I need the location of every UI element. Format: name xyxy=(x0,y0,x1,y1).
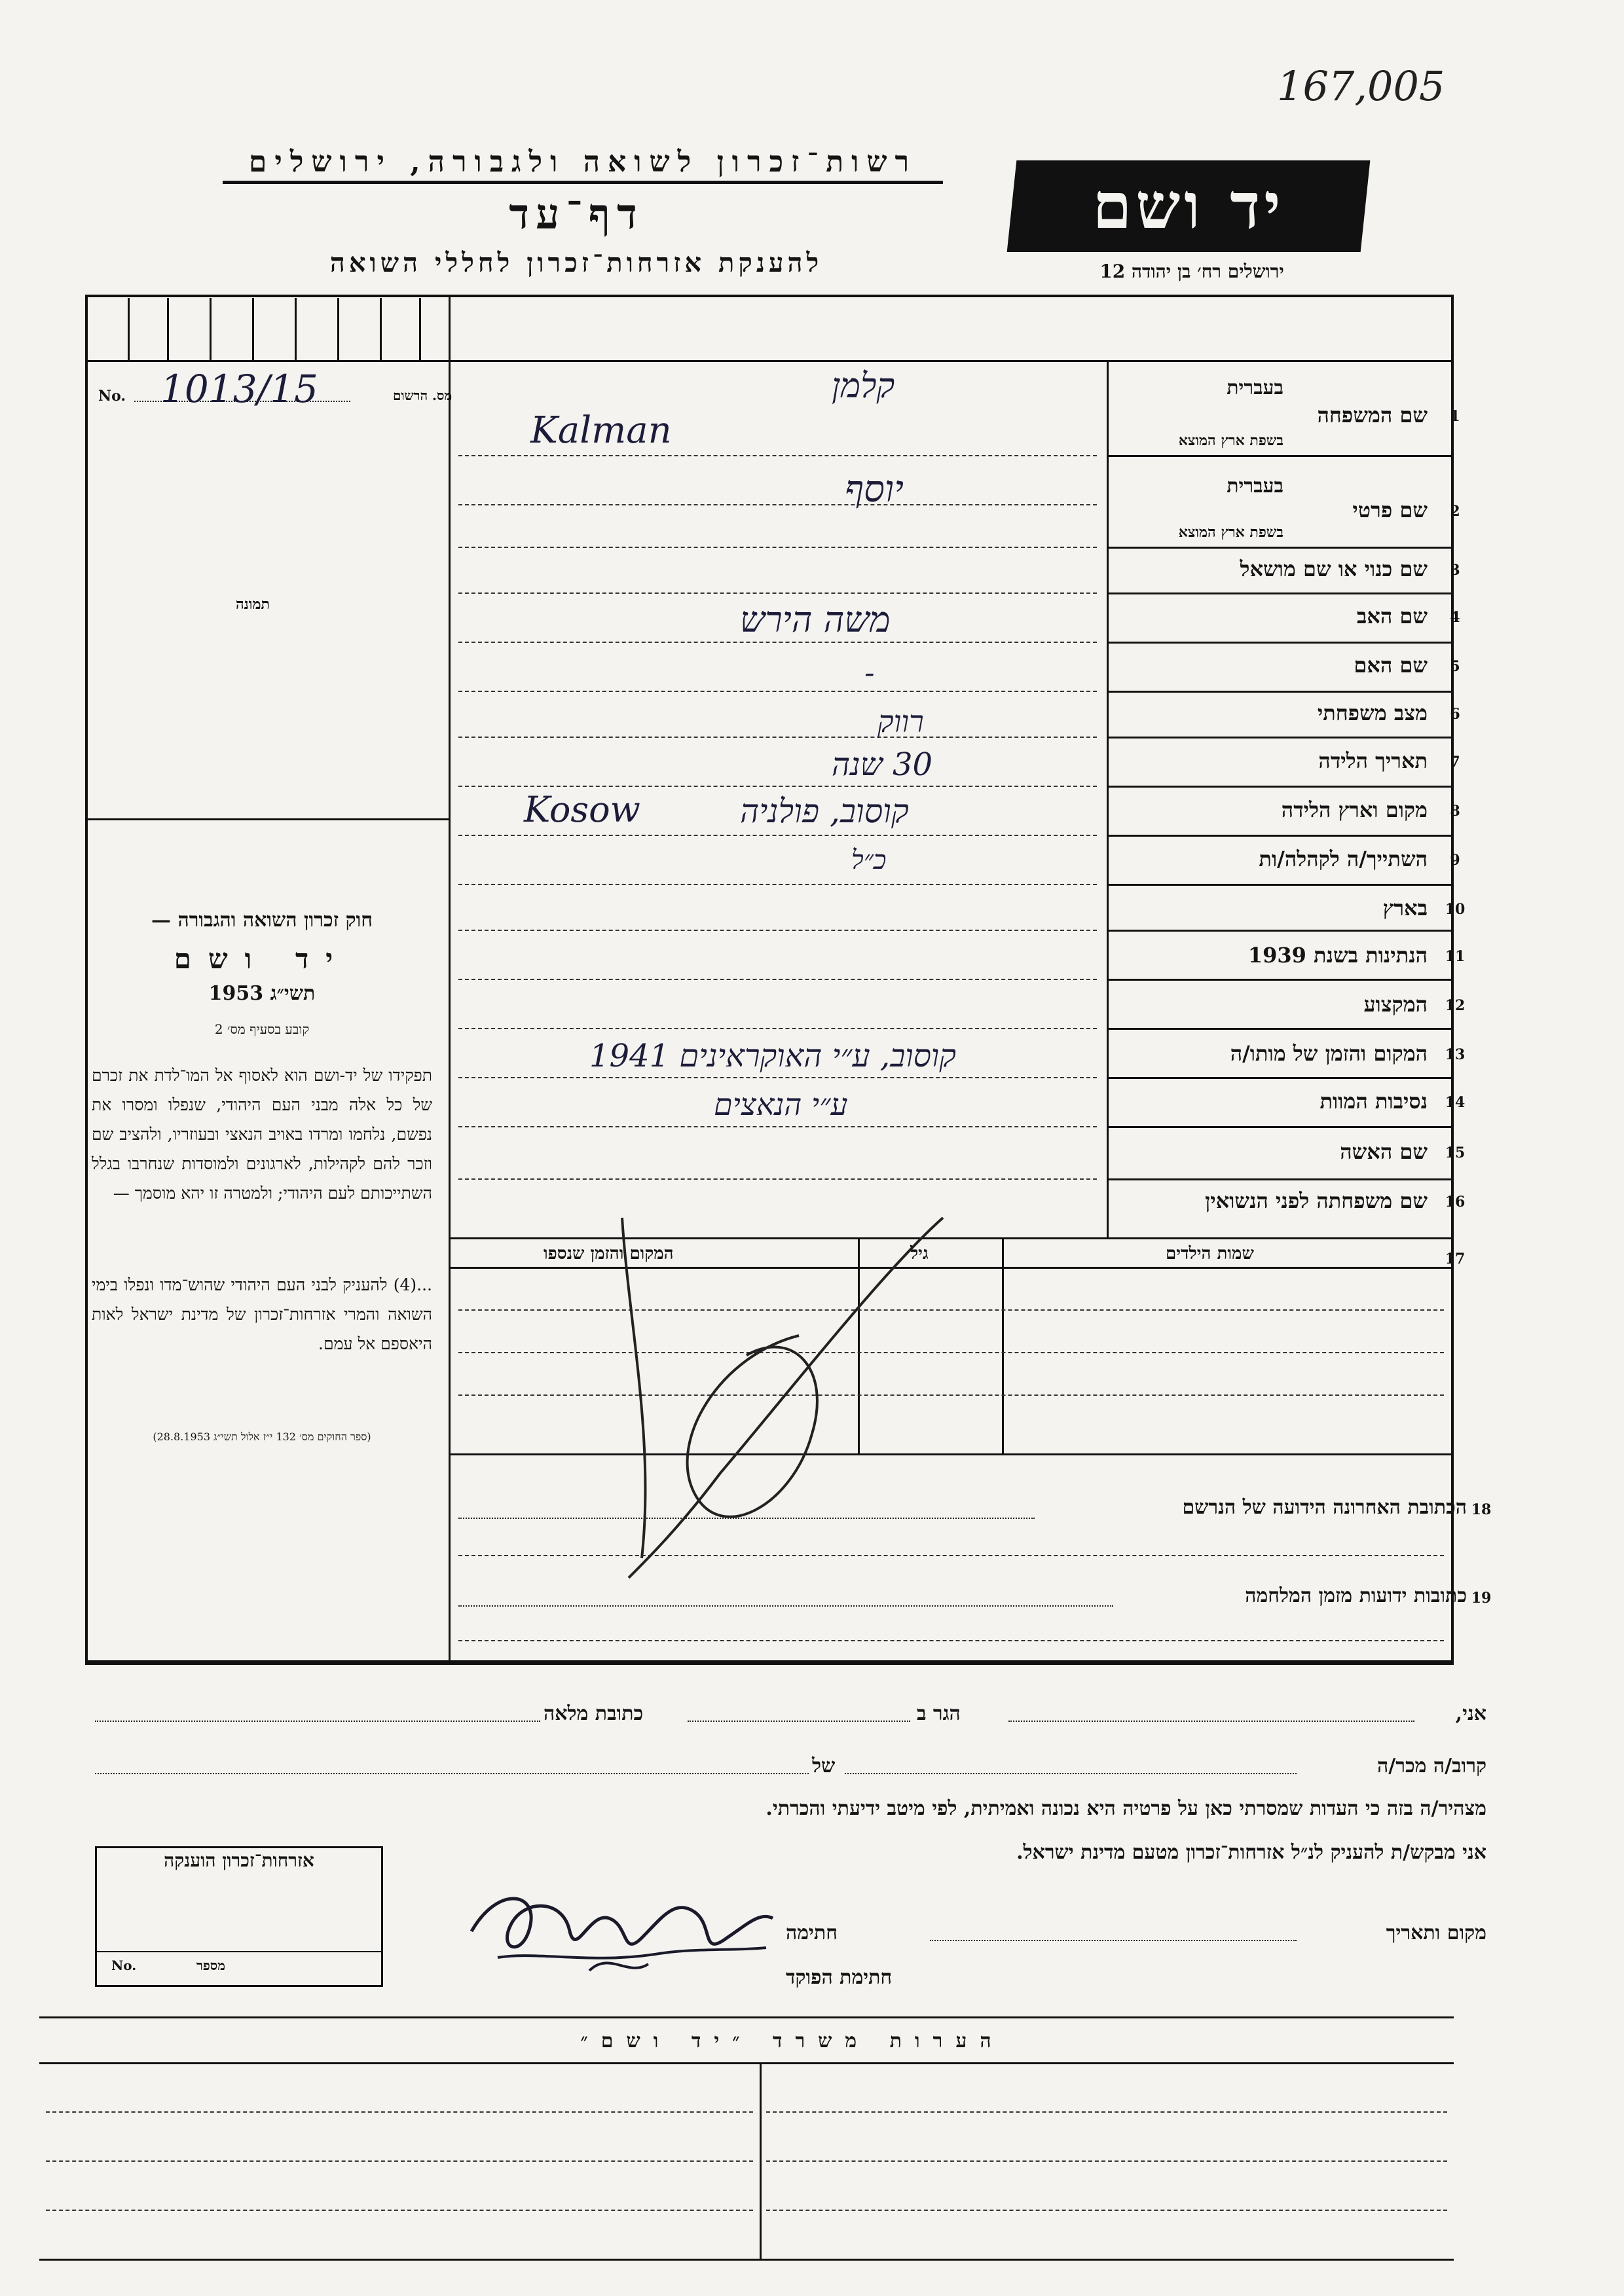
row-divider xyxy=(1107,1126,1454,1128)
section-divider xyxy=(85,1663,1454,1665)
field-1-value-hebrew: קלמן xyxy=(832,367,895,406)
field-13-label: המקום והזמן של מותו/ה xyxy=(1230,1041,1428,1066)
children-names-header: שמות הילדים xyxy=(1166,1244,1254,1264)
registration-label: מס. הרשום xyxy=(393,388,452,403)
field-19-line xyxy=(458,1605,1113,1607)
relation-line xyxy=(845,1773,1297,1774)
field-1-label: שם המשפחה xyxy=(1317,403,1428,428)
answer-line xyxy=(458,592,1097,594)
field-11-label: הנתינות בשנת 1939 xyxy=(1247,943,1428,968)
row-divider xyxy=(1107,737,1454,738)
field-10-number: 10 xyxy=(1445,901,1466,918)
answer-line xyxy=(458,642,1097,643)
field-8-number: 8 xyxy=(1450,803,1460,820)
of-line xyxy=(95,1773,809,1774)
label-column-divider xyxy=(1107,360,1109,1237)
declaration-ani: אני, xyxy=(1455,1702,1486,1725)
field-6-value: רווק xyxy=(877,704,924,739)
stamp-number-label: מספר xyxy=(196,1958,225,1973)
declaration-resides: הגר ב xyxy=(917,1702,961,1725)
field-12-number: 12 xyxy=(1445,997,1466,1014)
answer-line xyxy=(458,884,1097,885)
photo-label: תמונה xyxy=(236,596,270,613)
stamp-title: אזרחות־זכרון הוענקה xyxy=(164,1850,314,1871)
declarant-signature xyxy=(458,1872,786,1984)
top-cell-divider xyxy=(210,298,212,360)
margin-scribble xyxy=(576,1192,982,1597)
field-9-number: 9 xyxy=(1450,852,1460,869)
field-6-label: מצב משפחתי xyxy=(1317,701,1428,725)
signature-label: חתימה xyxy=(786,1922,838,1944)
field-5-value: - xyxy=(864,655,875,690)
field-13-number: 13 xyxy=(1445,1046,1466,1063)
top-cell-divider xyxy=(419,298,421,360)
answer-line xyxy=(458,786,1097,787)
field-9-label: השתייך/ה לקהלה/ות xyxy=(1259,847,1428,871)
answer-line xyxy=(458,1028,1097,1029)
field-7-label: תאריך הלידה xyxy=(1318,748,1428,773)
archive-number: 167,005 xyxy=(1277,62,1445,110)
row-divider xyxy=(1107,930,1454,932)
field-15-number: 15 xyxy=(1445,1144,1466,1161)
answer-line xyxy=(458,835,1097,836)
answer-line xyxy=(458,1077,1097,1078)
address-line xyxy=(95,1721,540,1722)
top-cell-divider xyxy=(167,298,169,360)
declaration-relation: קרוב/ה מכר/ה xyxy=(1377,1755,1486,1777)
row-divider xyxy=(1107,1178,1454,1180)
authority-heading: רשות־זכרון לשואה ולגבורה, ירושלים xyxy=(223,145,943,179)
field-14-label: נסיבות המוות xyxy=(1320,1089,1428,1114)
field-16-label: שם משפחתה לפני הנשואין xyxy=(1205,1188,1428,1213)
field-4-number: 4 xyxy=(1450,609,1460,626)
photo-box-bottom xyxy=(85,818,449,820)
top-cell-divider xyxy=(295,298,297,360)
officer-signature-label: חתימת הפוקד xyxy=(786,1966,893,1989)
law-body-paragraph: תפקידו של יד-ושם הוא לאסוף אל המו־לדת את זכרם של כל אלה מבני העם היהודי, שנפלו ומסרו את נפשם, נלחמו ומרדו באויב הנאצי ובעוזריו, ולהציב שם וזכר להם לקהילות, לארגונים ולמוסדות שנחרבו בגלל השתייכותם לעם היהודי; ולמטרה זו יהא מוסמך — xyxy=(92,1066,432,1203)
answer-line xyxy=(458,930,1097,931)
law-section: קובע בסעיף מס׳ 2 xyxy=(214,1021,310,1037)
field-4-label: שם האב xyxy=(1356,604,1428,629)
notes-line xyxy=(766,2210,1447,2211)
top-cell-divider xyxy=(128,298,130,360)
answer-line xyxy=(458,691,1097,692)
form-subtitle: להענקת אזרחות־זכרון לחללי השואה xyxy=(329,247,823,278)
field-14-number: 14 xyxy=(1445,1094,1466,1111)
row-divider xyxy=(1107,455,1454,457)
field-19-number: 19 xyxy=(1471,1590,1492,1607)
field-1-value-origin: Kalman xyxy=(530,409,672,452)
answer-line xyxy=(458,737,1097,738)
field-7-number: 7 xyxy=(1450,754,1460,771)
row-divider xyxy=(1107,642,1454,644)
row-divider xyxy=(1107,1028,1454,1030)
field-9-value: כ״ל xyxy=(851,845,887,875)
place-date-line xyxy=(930,1940,1297,1941)
field-4-value: משה הירש xyxy=(740,599,891,640)
field-14-value: ע״י הנאצים xyxy=(714,1087,848,1122)
notes-bottom-line xyxy=(39,2259,1454,2261)
place-date-label: מקום ותאריך xyxy=(1386,1922,1486,1944)
law-year: תשי״ג 1953 xyxy=(208,982,316,1005)
field-18-label: הכתובת האחרונה הידועה של הנרשם xyxy=(1182,1496,1467,1519)
answer-line xyxy=(458,1126,1097,1127)
answer-line xyxy=(458,1178,1097,1180)
law-reference: (ספר החוקים מס׳ 132 י״ז אלול תשי״ג 28.8.1953) xyxy=(153,1430,371,1443)
field-2-label: שם פרטי xyxy=(1352,498,1428,522)
form-title: דף־עד xyxy=(509,190,644,239)
field-19-label: כתובות ידועות מזמן המלחמה xyxy=(1245,1584,1467,1607)
row-divider xyxy=(1107,884,1454,886)
field-2-number: 2 xyxy=(1450,503,1460,520)
field-15-label: שם האשה xyxy=(1340,1139,1428,1164)
field-19-line-2 xyxy=(458,1640,1444,1641)
notes-line xyxy=(46,2210,753,2211)
row-divider xyxy=(1107,786,1454,788)
top-row-divider xyxy=(85,360,1454,362)
row-divider xyxy=(1107,979,1454,981)
field-2-origin-tag: בשפת ארץ המוצא xyxy=(1178,524,1283,541)
field-8-value-origin: Kosow xyxy=(524,789,640,830)
declaration-statement: מצהיר/ה בזה כי העדות שמסרתי כאן על פרטיה היא נכונה ואמיתית, לפי מיטב ידיעתי והכרתי. xyxy=(766,1797,1486,1820)
field-13-value: קוסוב, ע״י האוקראינים 1941 xyxy=(589,1038,956,1074)
field-6-number: 6 xyxy=(1450,706,1460,723)
registration-no-label: No. xyxy=(98,388,126,405)
law-name: יד ושם xyxy=(174,943,350,975)
field-1-number: 1 xyxy=(1450,408,1460,425)
notes-line xyxy=(46,2111,753,2113)
notes-line xyxy=(766,2111,1447,2113)
field-8-value-hebrew: קוסוב, פולניה xyxy=(740,792,909,830)
declaration-address-label: כתובת מלאה xyxy=(544,1702,644,1725)
answer-line xyxy=(458,547,1097,548)
field-7-value: 30 שנה xyxy=(832,746,933,783)
field-8-label: מקום וארץ הלידה xyxy=(1281,797,1428,822)
stamp-no-label: No. xyxy=(111,1958,137,1973)
notes-line xyxy=(46,2160,753,2162)
notes-top-line xyxy=(39,2016,1454,2018)
row-divider xyxy=(1107,691,1454,693)
left-column-divider xyxy=(449,295,451,1663)
answer-line xyxy=(458,979,1097,980)
top-cell-divider xyxy=(337,298,339,360)
top-cell-divider xyxy=(252,298,254,360)
stamp-number-line xyxy=(95,1951,383,1952)
field-5-label: שם האם xyxy=(1354,653,1428,678)
law-title: חוק זכרון השואה והגבורה — xyxy=(151,909,373,932)
notes-header-line xyxy=(39,2062,1454,2064)
children-table-divider xyxy=(1002,1237,1004,1453)
yad-vashem-logo: יד ושם xyxy=(1092,169,1285,243)
row-divider xyxy=(1107,592,1454,594)
registration-number: 1013/15 xyxy=(160,367,318,411)
declaration-of: של xyxy=(812,1755,836,1777)
law-body-paragraph: ...(4) להעניק לבני העם היהודי שהוש־מדו ונפלו בימי השואה והמרי אזרחות־זכרון של מדינת ישראל לאות היאספם אל עמם. xyxy=(92,1275,432,1353)
row-divider xyxy=(1107,1077,1454,1079)
field-18-number: 18 xyxy=(1471,1501,1492,1518)
top-cell-divider xyxy=(380,298,382,360)
notes-column-divider xyxy=(760,2062,762,2259)
field-5-number: 5 xyxy=(1450,658,1460,675)
declarant-name-line xyxy=(1008,1721,1414,1722)
answer-line xyxy=(458,504,1097,505)
notes-line xyxy=(766,2160,1447,2162)
declaration-request: אני מבקש/ת להעניק לנ״ל אזרחות־זכרון מטעם מדינת ישראל. xyxy=(1016,1841,1486,1864)
field-3-label: שם כנוי או שם מושאל xyxy=(1240,556,1428,581)
answer-line xyxy=(458,455,1097,456)
field-1-hebrew-tag: בעברית xyxy=(1227,376,1283,399)
field-10-label: בארץ xyxy=(1382,896,1428,920)
row-divider xyxy=(1107,835,1454,837)
field-12-label: המקצוע xyxy=(1363,992,1428,1017)
field-2-hebrew-tag: בעברית xyxy=(1227,475,1283,498)
field-17-number: 17 xyxy=(1445,1250,1466,1267)
office-notes-title: הערות משרד ״יד ושם״ xyxy=(580,2030,1005,2052)
field-2-value: יוסף xyxy=(845,468,904,511)
children-age-header: גיל xyxy=(910,1244,929,1264)
row-divider xyxy=(1107,547,1454,549)
residence-line xyxy=(688,1721,910,1722)
field-3-number: 3 xyxy=(1450,562,1460,579)
logo-address: ירושלים רח׳ בן יהודה 12 xyxy=(1099,261,1284,282)
field-1-origin-tag: בשפת ארץ המוצא xyxy=(1178,432,1283,449)
field-11-number: 11 xyxy=(1445,948,1466,965)
field-16-number: 16 xyxy=(1445,1194,1466,1211)
children-place-time-header: המקום והזמן שנספו xyxy=(544,1244,674,1264)
